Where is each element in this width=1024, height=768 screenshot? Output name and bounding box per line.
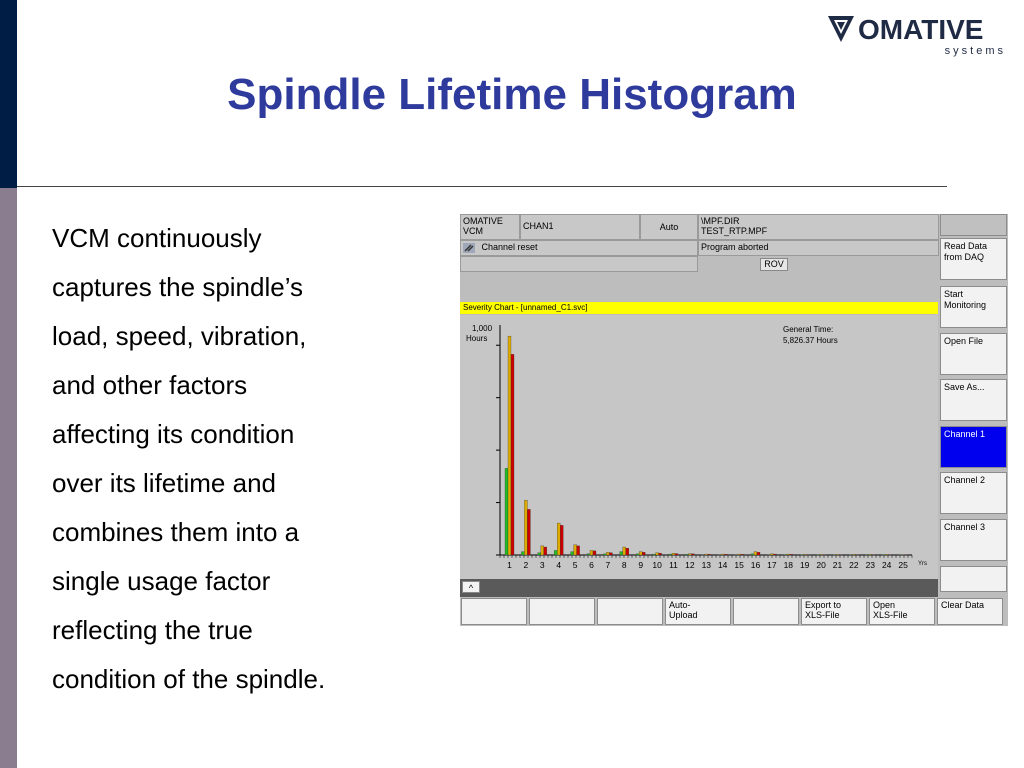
histogram-bar bbox=[885, 554, 888, 555]
histogram-bar bbox=[754, 552, 757, 555]
histogram-bar bbox=[639, 552, 642, 555]
softkey-button-7[interactable]: Clear Data bbox=[937, 598, 1003, 625]
histogram-bar bbox=[590, 550, 593, 555]
x-tick-label: 23 bbox=[865, 560, 876, 570]
side-button-6[interactable]: Channel 3 bbox=[940, 519, 1007, 561]
x-tick-label: 1 bbox=[507, 560, 512, 570]
histogram-bar bbox=[685, 554, 688, 555]
histogram-bar bbox=[653, 554, 656, 555]
softkey-button-6[interactable]: Open XLS-File bbox=[869, 598, 935, 625]
histogram-bar bbox=[541, 546, 544, 555]
histogram-bar bbox=[642, 552, 645, 555]
side-button-0[interactable]: Read Data from DAQ bbox=[940, 238, 1007, 280]
x-tick-label: 8 bbox=[621, 560, 627, 570]
x-tick-label: 12 bbox=[685, 560, 695, 570]
chart-footer-strip bbox=[460, 579, 938, 597]
side-button-2[interactable]: Open File bbox=[940, 333, 1007, 375]
vcm-app-screenshot bbox=[460, 214, 1008, 626]
histogram-bar bbox=[836, 554, 839, 555]
channel-cell bbox=[520, 214, 640, 240]
title-divider bbox=[17, 186, 947, 187]
histogram-bar bbox=[724, 554, 727, 555]
histogram-bar bbox=[527, 509, 530, 555]
histogram-bar bbox=[787, 554, 790, 555]
histogram-bar bbox=[560, 525, 563, 555]
slide-title: Spindle Lifetime Histogram bbox=[227, 70, 797, 119]
x-tick-label: 20 bbox=[816, 560, 826, 570]
histogram-bar bbox=[721, 554, 724, 555]
histogram-bar bbox=[691, 554, 694, 555]
histogram-bar bbox=[511, 354, 514, 555]
paragraph-line: VCM continuously bbox=[52, 223, 262, 253]
x-tick-label: 9 bbox=[638, 560, 644, 570]
x-tick-label: 15 bbox=[734, 560, 744, 570]
y-axis-value-label: 1,000 bbox=[472, 324, 493, 333]
histogram-bar bbox=[508, 336, 511, 555]
x-axis-unit-label: Yrs bbox=[918, 561, 927, 567]
histogram-bar bbox=[656, 553, 659, 555]
x-tick-label: 11 bbox=[669, 560, 678, 570]
x-tick-label: 2 bbox=[523, 560, 529, 570]
mode-cell bbox=[640, 214, 698, 240]
paragraph-line: captures the spindle’s bbox=[52, 272, 304, 302]
x-tick-label: 6 bbox=[589, 560, 594, 570]
softkey-button-4[interactable] bbox=[733, 598, 799, 625]
histogram-bar bbox=[606, 552, 609, 555]
program-file: TEST_RTP.MPF bbox=[701, 226, 768, 236]
histogram-bar bbox=[741, 554, 744, 555]
rov-indicator: ROV bbox=[760, 258, 788, 271]
histogram-bar bbox=[688, 554, 691, 555]
logo-sub-text: systems bbox=[944, 45, 1006, 57]
program-dir: \MPF.DIR bbox=[701, 216, 740, 226]
severity-histogram bbox=[460, 315, 938, 579]
histogram-bar bbox=[869, 554, 872, 555]
channel-name: CHAN1 bbox=[523, 221, 554, 231]
histogram-bar bbox=[538, 553, 541, 555]
histogram-bar bbox=[587, 554, 590, 555]
x-tick-label: 13 bbox=[701, 560, 712, 570]
x-tick-label: 7 bbox=[605, 560, 611, 570]
y-axis-unit-label: Hours bbox=[466, 334, 488, 343]
softkey-button-1[interactable] bbox=[529, 598, 595, 625]
side-button-5[interactable]: Channel 2 bbox=[940, 472, 1007, 514]
slide-accent-bar-bottom bbox=[0, 188, 17, 768]
product-cell bbox=[460, 214, 520, 240]
histogram-bar bbox=[636, 554, 639, 555]
paragraph-line: affecting its condition bbox=[52, 419, 295, 449]
histogram-bar bbox=[574, 545, 577, 555]
side-empty-slot bbox=[940, 214, 1007, 236]
x-tick-label: 25 bbox=[898, 560, 908, 570]
histogram-bar bbox=[626, 548, 629, 555]
x-tick-label: 4 bbox=[556, 560, 562, 570]
histogram-bar bbox=[705, 554, 708, 555]
histogram-bar bbox=[571, 552, 574, 555]
x-tick-label: 21 bbox=[832, 560, 843, 570]
program-cell bbox=[698, 214, 939, 240]
histogram-bar bbox=[790, 554, 793, 555]
x-tick-label: 17 bbox=[767, 560, 777, 570]
paragraph-line: and other factors bbox=[52, 370, 248, 400]
histogram-bar bbox=[773, 554, 776, 555]
softkey-button-2[interactable] bbox=[597, 598, 663, 625]
product-line1: OMATIVE bbox=[463, 216, 503, 226]
histogram-bar bbox=[609, 553, 612, 555]
histogram-bar bbox=[659, 553, 662, 555]
general-time-value: 5,826.37 Hours bbox=[783, 336, 838, 345]
description-paragraph bbox=[52, 214, 432, 704]
chart-window-title: Severity Chart - [unnamed_C1.svc] bbox=[460, 302, 938, 314]
histogram-bar bbox=[524, 500, 527, 555]
histogram-bar bbox=[544, 547, 547, 555]
paragraph-line: load, speed, vibration, bbox=[52, 321, 307, 351]
histogram-bar bbox=[770, 554, 773, 555]
histogram-bar bbox=[751, 554, 754, 555]
channel-status-text: Channel reset bbox=[481, 242, 538, 252]
logo-mark-icon bbox=[828, 16, 854, 42]
histogram-bar bbox=[675, 554, 678, 555]
x-tick-label: 3 bbox=[539, 560, 545, 570]
x-tick-label: 19 bbox=[799, 560, 810, 570]
histogram-bar bbox=[708, 554, 711, 555]
reset-icon bbox=[463, 243, 475, 253]
x-tick-label: 22 bbox=[849, 560, 859, 570]
side-button-3[interactable]: Save As... bbox=[940, 379, 1007, 421]
product-line2: VCM bbox=[463, 226, 483, 236]
omative-logo bbox=[828, 14, 1008, 58]
histogram-bar bbox=[669, 554, 672, 555]
x-tick-label: 16 bbox=[750, 560, 761, 570]
paragraph-line: combines them into a bbox=[52, 517, 300, 547]
logo-main-text: OMATIVE bbox=[858, 14, 984, 45]
histogram-bar bbox=[852, 554, 855, 555]
x-tick-label: 10 bbox=[652, 560, 662, 570]
histogram-bar bbox=[757, 552, 760, 555]
softkey-button-3[interactable]: Auto- Upload bbox=[665, 598, 731, 625]
histogram-bar bbox=[738, 554, 741, 555]
general-time-label: General Time: bbox=[783, 325, 834, 334]
histogram-bar bbox=[820, 554, 823, 555]
mode-value: Auto bbox=[659, 222, 679, 232]
program-status-cell bbox=[698, 240, 939, 256]
side-button-4[interactable]: Channel 1 bbox=[940, 426, 1007, 468]
paragraph-line: over its lifetime and bbox=[52, 468, 276, 498]
side-empty-slot bbox=[940, 566, 1007, 592]
histogram-bar bbox=[554, 550, 557, 555]
softkey-button-0[interactable] bbox=[461, 598, 527, 625]
paragraph-line: condition of the spindle. bbox=[52, 664, 326, 694]
softkey-button-5[interactable]: Export to XLS-File bbox=[801, 598, 867, 625]
histogram-bar bbox=[803, 554, 806, 555]
x-tick-label: 24 bbox=[881, 560, 892, 570]
histogram-bar bbox=[620, 552, 623, 555]
histogram-bar bbox=[577, 546, 580, 555]
histogram-bar bbox=[593, 551, 596, 555]
expand-caret-button[interactable]: ^ bbox=[462, 581, 480, 593]
severity-chart-area bbox=[460, 315, 938, 579]
histogram-bar bbox=[521, 552, 524, 555]
channel-status-cell bbox=[460, 240, 698, 256]
program-status-text: Program aborted bbox=[701, 242, 769, 252]
message-line bbox=[460, 256, 698, 272]
histogram-bar bbox=[623, 547, 626, 555]
paragraph-line: single usage factor bbox=[52, 566, 271, 596]
histogram-bar bbox=[672, 553, 675, 555]
histogram-bar bbox=[557, 523, 560, 555]
histogram-bar bbox=[505, 468, 508, 555]
paragraph-line: reflecting the true bbox=[52, 615, 253, 645]
x-tick-label: 14 bbox=[717, 560, 728, 570]
side-button-1[interactable]: Start Monitoring bbox=[940, 286, 1007, 328]
histogram-bar bbox=[603, 554, 606, 555]
x-tick-label: 18 bbox=[783, 560, 794, 570]
x-tick-label: 5 bbox=[572, 560, 578, 570]
